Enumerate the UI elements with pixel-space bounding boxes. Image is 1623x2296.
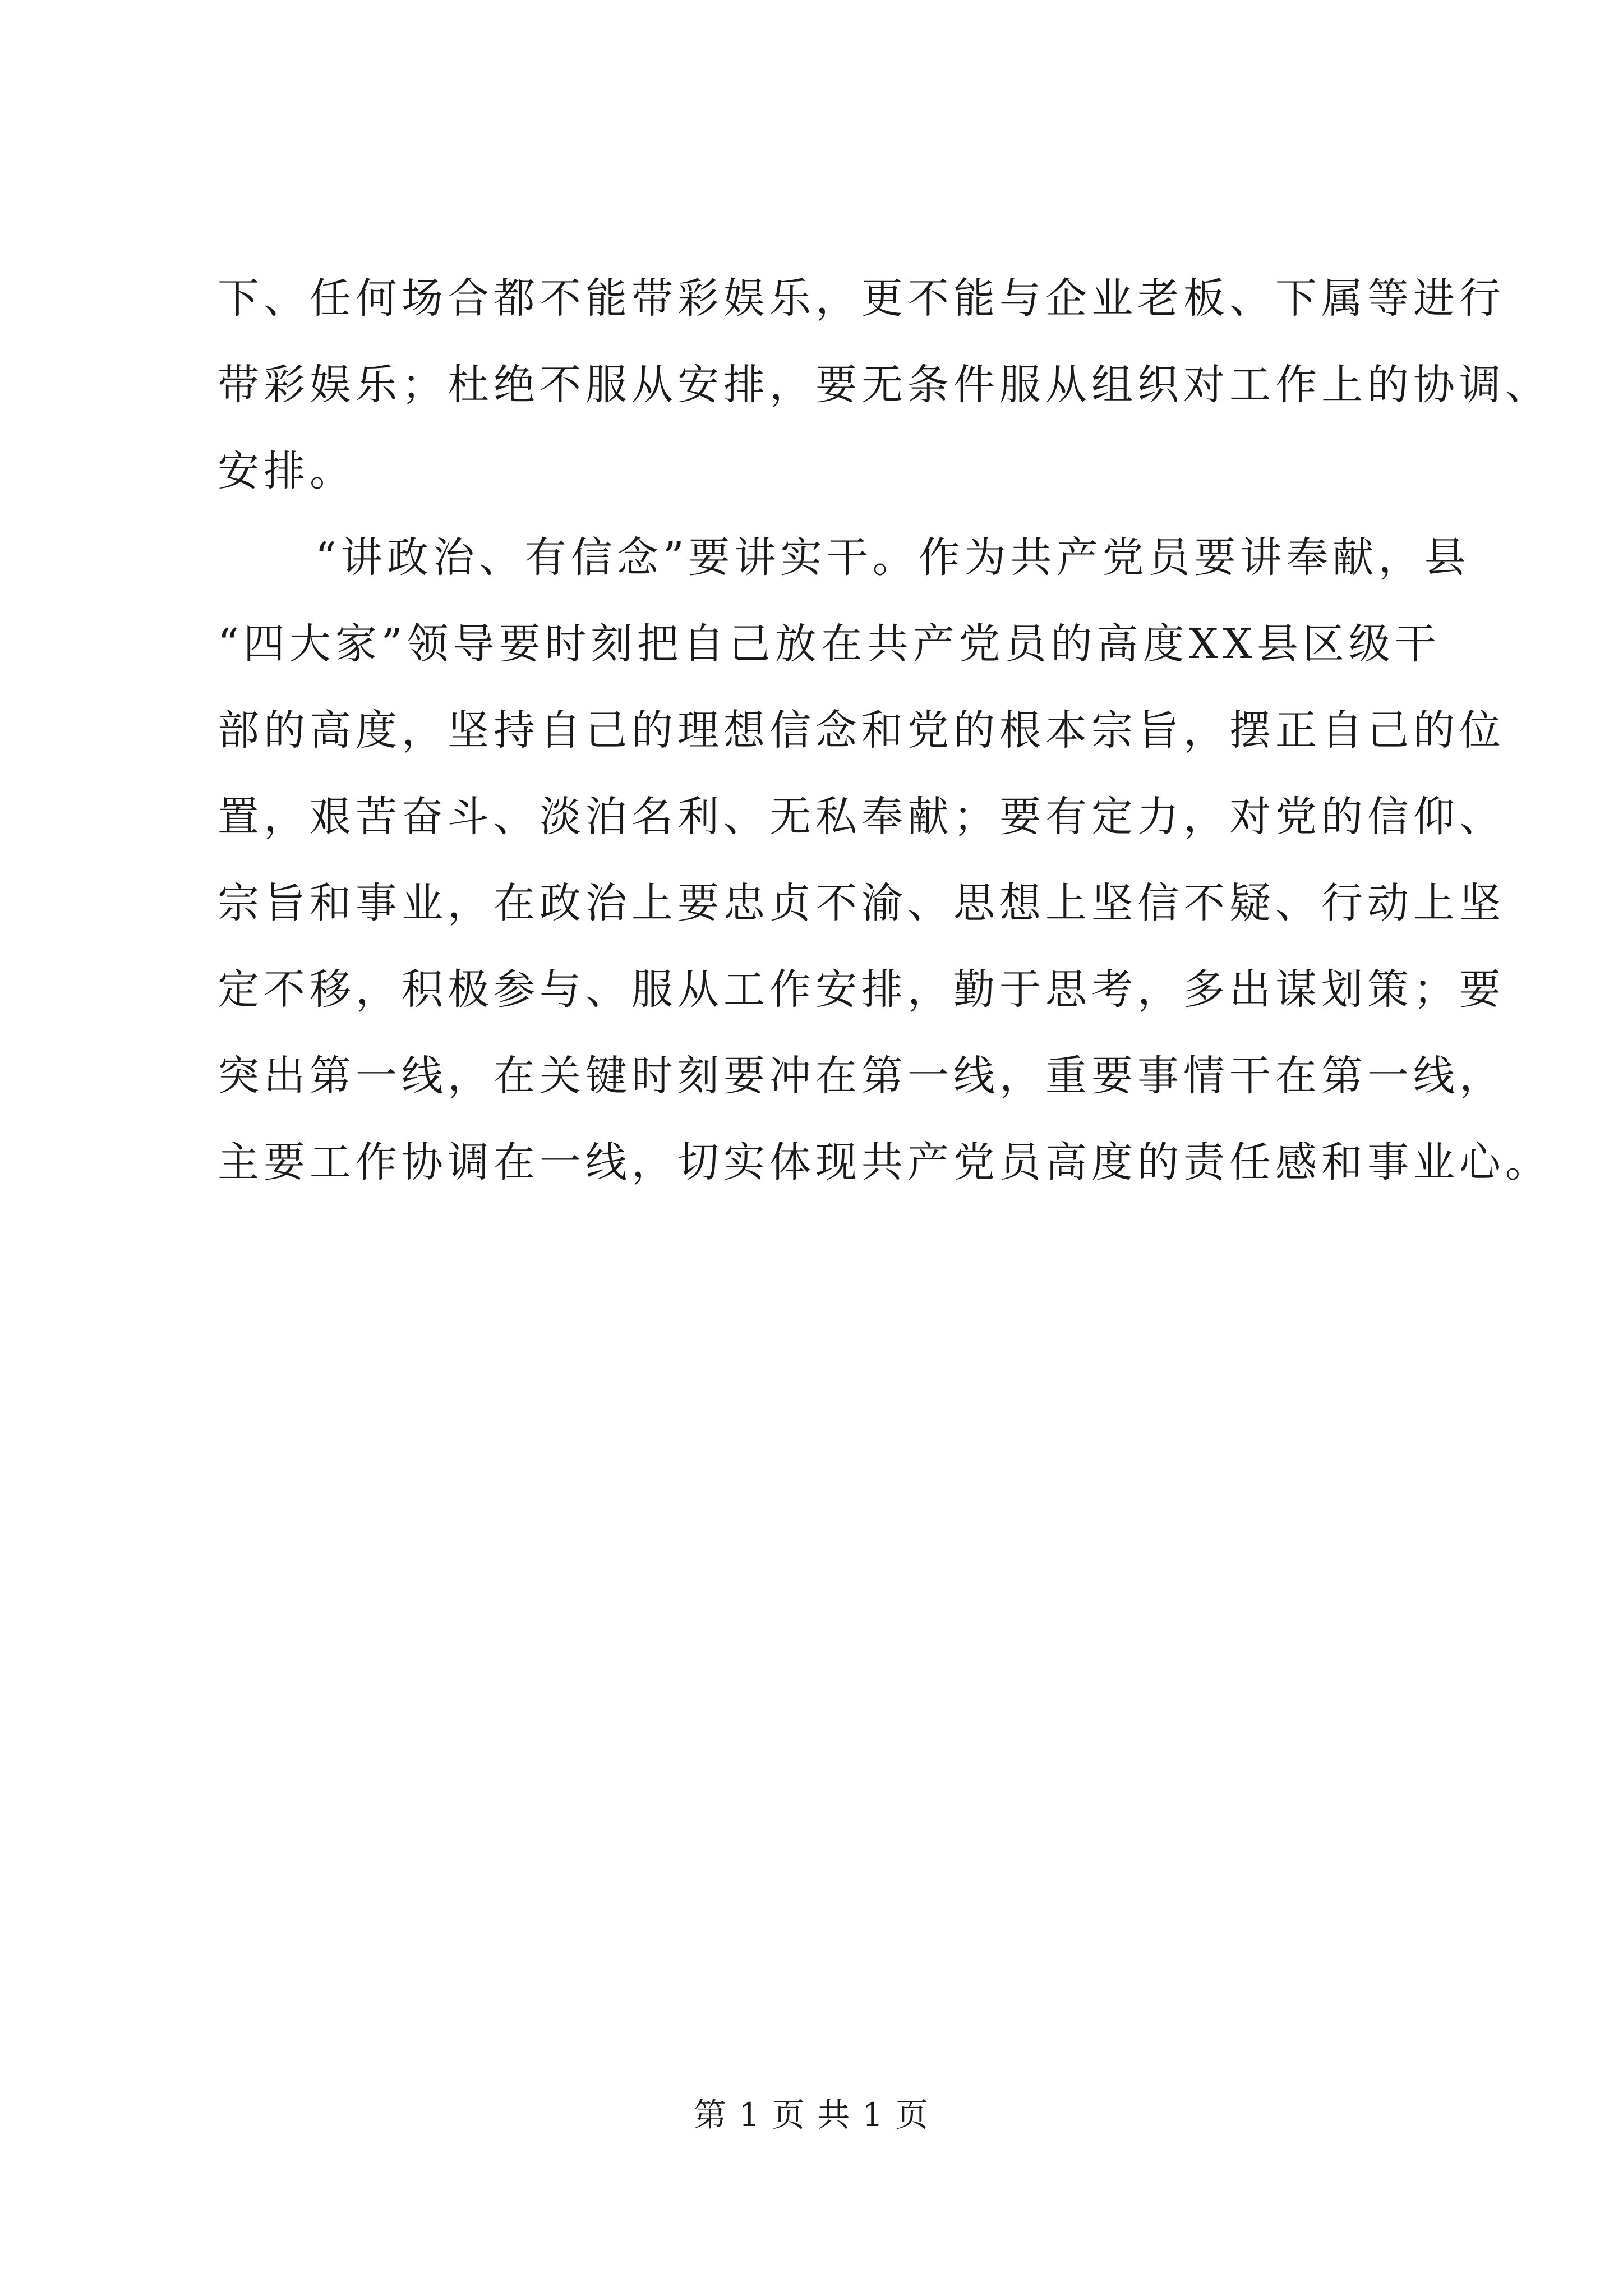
page-number-footer: 第 1 页 共 1 页 — [694, 2096, 929, 2134]
text-line: 定不移，积极参与、服从工作安排，勤于思考，多出谋划策；要 — [218, 965, 1505, 1014]
text-line: 置，艰苦奋斗、淡泊名利、无私奉献；要有定力，对党的信仰、 — [218, 793, 1505, 841]
text-line: “四大家”领导要时刻把自己放在共产党员的高度XX县区级干 — [218, 620, 1441, 668]
text-line: 下、任何场合都不能带彩娱乐，更不能与企业老板、下属等进行 — [218, 274, 1505, 323]
text-line: 主要工作协调在一线，切实体现共产党员高度的责任感和事业心。 — [218, 1138, 1551, 1186]
text-line: 突出第一线，在关键时刻要冲在第一线，重要事情干在第一线， — [218, 1052, 1505, 1100]
text-line: 带彩娱乐；杜绝不服从安排，要无条件服从组织对工作上的协调、 — [218, 361, 1551, 409]
text-line: 部的高度，坚持自己的理想信念和党的根本宗旨，摆正自己的位 — [218, 706, 1505, 754]
text-line: 宗旨和事业，在政治上要忠贞不渝、思想上坚信不疑、行动上坚 — [218, 879, 1505, 927]
text-line: 安排。 — [218, 447, 356, 495]
paragraph-first-line: “讲政治、有信念”要讲实干。作为共产党员要讲奉献，县 — [315, 533, 1470, 582]
